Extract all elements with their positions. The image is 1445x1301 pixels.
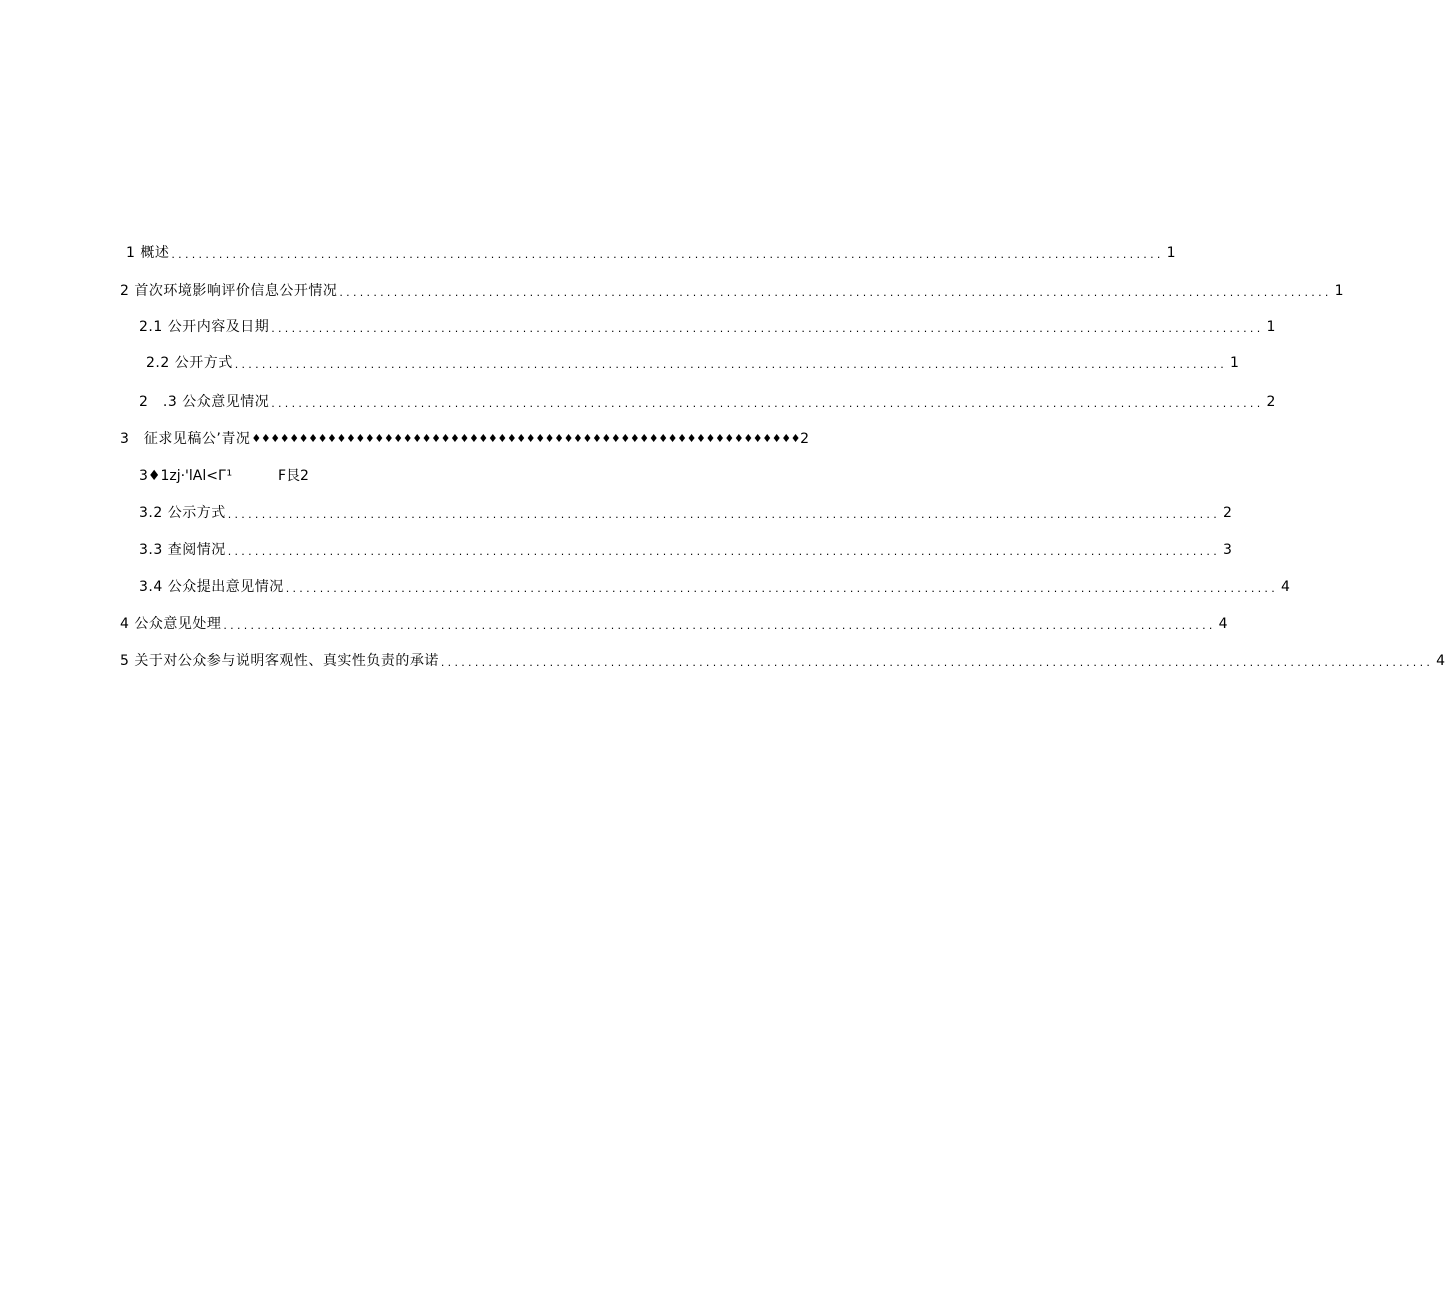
toc-leader-dots: ..................................................................................................................................................	[339, 286, 1332, 299]
toc-entry-title: 3.4 公众提出意见情况	[139, 579, 284, 595]
toc-entry-garbled-left: 3♦1zj·'lAl<Г¹	[139, 468, 233, 484]
toc-entry-page: 4	[1218, 616, 1228, 632]
toc-entry[interactable]	[120, 613, 1228, 635]
toc-entry[interactable]	[139, 539, 1232, 561]
toc-entry-title: 5 关于对公众参与说明客观性、真实性负责的承诺	[120, 653, 439, 669]
toc-leader-dots: ..................................................................................................................................................	[271, 322, 1264, 335]
toc-entry-page: 4	[1436, 653, 1445, 669]
toc-entry-title: 2 .3 公众意见情况	[139, 394, 270, 410]
toc-entry-page: 1	[1334, 283, 1344, 299]
toc-entry-title: 3.3 查阅情况	[139, 542, 226, 558]
toc-entry-page: 2	[800, 431, 810, 447]
toc-entry[interactable]	[120, 280, 1344, 302]
toc-leader-dots: ..................................................................................................................................................	[440, 656, 1434, 669]
toc-entry[interactable]	[139, 576, 1290, 598]
toc-entry[interactable]	[139, 316, 1276, 338]
toc-entry-title: 3.2 公示方式	[139, 505, 226, 521]
toc-entry-title: 4 公众意见处理	[120, 616, 222, 632]
toc-entry-page: 1	[1266, 319, 1276, 335]
toc-entry[interactable]	[120, 428, 810, 450]
toc-entry-title: 1 概述	[126, 245, 170, 261]
toc-entry-page: 3	[1223, 542, 1232, 558]
toc-entry[interactable]	[139, 391, 1276, 413]
toc-entry-title: 2 首次环境影响评价信息公开情况	[120, 283, 338, 299]
toc-leader-dots: ..................................................................................................................................................	[285, 582, 1279, 595]
toc-entry-page: 1	[1166, 245, 1176, 261]
toc-entry-page: 1	[1230, 355, 1239, 371]
toc-leader-diamonds: ♦♦♦♦♦♦♦♦♦♦♦♦♦♦♦♦♦♦♦♦♦♦♦♦♦♦♦♦♦♦♦♦♦♦♦♦♦♦♦♦♦♦♦♦♦♦♦♦♦♦♦♦♦♦♦♦♦♦	[251, 432, 801, 445]
toc-entry[interactable]	[120, 650, 1445, 672]
toc-entry-title: 2.2 公开方式	[146, 355, 233, 371]
toc-entry-garbled-right: F艮2	[278, 468, 309, 484]
toc-entry-page: 2	[1266, 394, 1276, 410]
toc-leader-dots: ..................................................................................................................................................	[227, 545, 1221, 558]
toc-entry-garbled[interactable]	[139, 465, 339, 487]
toc-entry[interactable]	[139, 502, 1232, 524]
toc-leader-dots: ..................................................................................................................................................	[223, 619, 1216, 632]
toc-leader-dots: ..................................................................................................................................................	[227, 508, 1221, 521]
toc-leader-dots: ..................................................................................................................................................	[234, 358, 1228, 371]
toc-entry-page: 4	[1281, 579, 1290, 595]
toc-entry[interactable]	[146, 352, 1239, 374]
toc-entry-title: 2.1 公开内容及日期	[139, 319, 270, 335]
toc-leader-dots: ..................................................................................................................................................	[271, 397, 1264, 410]
toc-entry-page: 2	[1223, 505, 1232, 521]
toc-entry-title: 3 征求见稿公’青况	[120, 431, 251, 447]
toc-leader-dots: ..................................................................................................................................................	[171, 248, 1164, 261]
toc-entry[interactable]	[126, 242, 1176, 264]
